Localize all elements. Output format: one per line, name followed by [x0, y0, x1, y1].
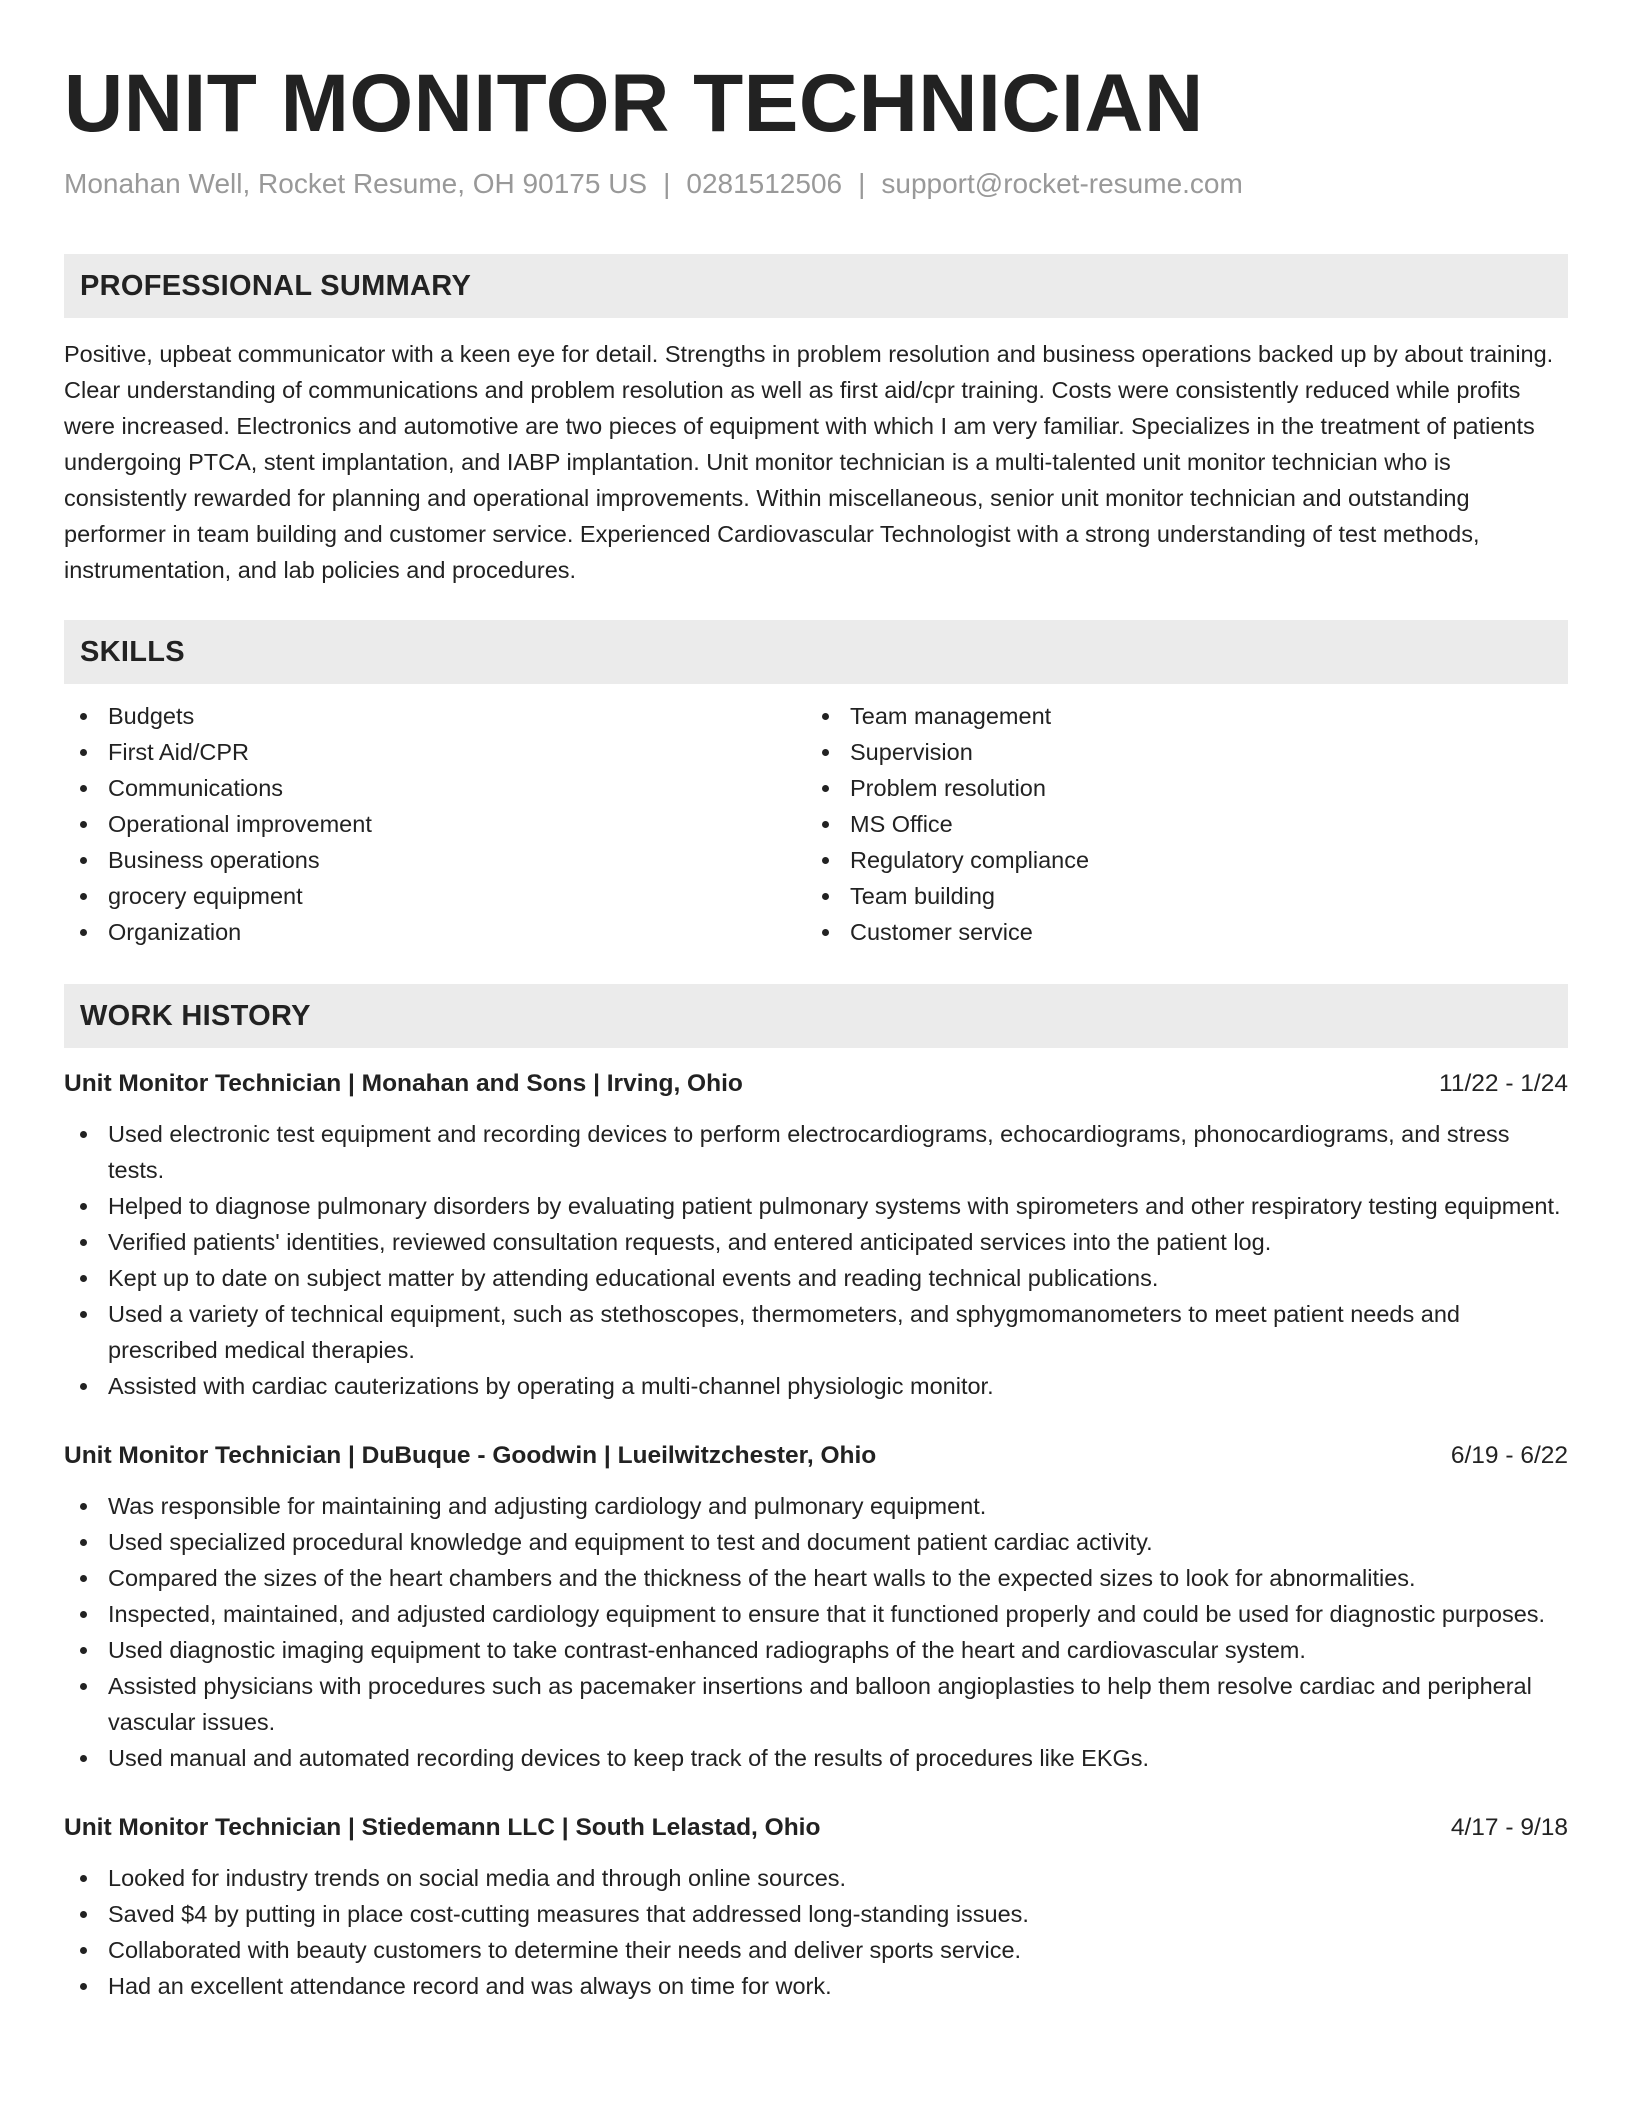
- job-bullet: Used manual and automated recording devices to keep track of the results of procedures like EKGs.: [64, 1740, 1568, 1776]
- candidate-name: UNIT MONITOR TECHNICIAN: [64, 58, 1204, 149]
- skill-item: Regulatory compliance: [806, 842, 1548, 878]
- skills-column-right: [806, 698, 1548, 950]
- skill-item: MS Office: [806, 806, 1548, 842]
- job-bullet: Inspected, maintained, and adjusted cardiology equipment to ensure that it functioned properly and could be used for diagnostic purposes.: [64, 1596, 1568, 1632]
- job-title: Unit Monitor Technician | Monahan and Sons | Irving, Ohio: [64, 1070, 743, 1097]
- job-header: [64, 1438, 1568, 1474]
- skill-item: Business operations: [64, 842, 806, 878]
- skill-item: Team building: [806, 878, 1548, 914]
- job-bullet: Used diagnostic imaging equipment to take contrast-enhanced radiographs of the heart and cardiovascular system.: [64, 1632, 1568, 1668]
- contact-phone: 0281512506: [686, 168, 843, 199]
- job-bullet: Collaborated with beauty customers to determine their needs and deliver sports service.: [64, 1932, 1568, 1968]
- job-bullet: Compared the sizes of the heart chambers and the thickness of the heart walls to the expected sizes to look for abnormalities.: [64, 1560, 1568, 1596]
- contact-separator: |: [858, 168, 866, 199]
- skills-list: [64, 698, 1568, 950]
- job-dates: 11/22 - 1/24: [1439, 1070, 1568, 1097]
- skill-item: Communications: [64, 770, 806, 806]
- contact-email: support@rocket-resume.com: [881, 168, 1243, 199]
- job-bullet: Saved $4 by putting in place cost-cutting measures that addressed long-standing issues.: [64, 1896, 1568, 1932]
- contact-address: Monahan Well, Rocket Resume, OH 90175 US: [64, 168, 648, 199]
- job-bullet: Assisted physicians with procedures such as pacemaker insertions and balloon angioplasties to help them resolve cardiac and peripheral vascular issues.: [64, 1668, 1568, 1740]
- job-bullet: Looked for industry trends on social media and through online sources.: [64, 1860, 1568, 1896]
- job-header: [64, 1810, 1568, 1846]
- job-bullet: Verified patients' identities, reviewed consultation requests, and entered anticipated services into the patient log.: [64, 1224, 1568, 1260]
- summary-text: Positive, upbeat communicator with a keen eye for detail. Strengths in problem resolution and business operations backed up by about training. Clear understanding of communications and problem resolution as well as first aid/cpr training. Costs were consistently reduced while profits were increased. Electronics and automotive are two pieces of equipment with which I am very familiar. Specializes in the treatment of patients undergoing PTCA, stent implantation, and IABP implantation. Unit monitor technician is a multi-talented unit monitor technician who is consistently rewarded for planning and operational improvements. Within miscellaneous, senior unit monitor technician and outstanding performer in team building and customer service. Experienced Cardiovascular Technologist with a strong understanding of test methods, instrumentation, and lab policies and procedures.: [64, 341, 1554, 583]
- job-dates: 6/19 - 6/22: [1450, 1442, 1568, 1469]
- skill-item: Operational improvement: [64, 806, 806, 842]
- job-bullet: Helped to diagnose pulmonary disorders by evaluating patient pulmonary systems with spirometers and other respiratory testing equipment.: [64, 1188, 1568, 1224]
- job-title: Unit Monitor Technician | Stiedemann LLC | South Lelastad, Ohio: [64, 1814, 821, 1841]
- skills-heading: SKILLS: [64, 620, 1568, 684]
- summary-heading: PROFESSIONAL SUMMARY: [64, 254, 1568, 318]
- job-entry: [64, 1810, 1568, 2004]
- skill-item: First Aid/CPR: [64, 734, 806, 770]
- job-entry: [64, 1438, 1568, 1776]
- job-title: Unit Monitor Technician | DuBuque - Goodwin | Lueilwitzchester, Ohio: [64, 1442, 877, 1469]
- job-bullet: Kept up to date on subject matter by attending educational events and reading technical publications.: [64, 1260, 1568, 1296]
- skill-item: Organization: [64, 914, 806, 950]
- skill-item: Problem resolution: [806, 770, 1548, 806]
- job-bullets: [64, 1860, 1568, 2004]
- job-bullets: [64, 1116, 1568, 1404]
- skill-item: grocery equipment: [64, 878, 806, 914]
- job-bullet: Had an excellent attendance record and was always on time for work.: [64, 1968, 1568, 2004]
- job-entry: [64, 1066, 1568, 1404]
- job-header: [64, 1066, 1568, 1102]
- skill-item: Team management: [806, 698, 1548, 734]
- work-history-heading: WORK HISTORY: [64, 984, 1568, 1048]
- job-bullet: Assisted with cardiac cauterizations by operating a multi-channel physiologic monitor.: [64, 1368, 1568, 1404]
- job-bullet: Used a variety of technical equipment, such as stethoscopes, thermometers, and sphygmomanometers to meet patient needs and prescribed medical therapies.: [64, 1296, 1568, 1368]
- job-bullet: Used specialized procedural knowledge and equipment to test and document patient cardiac activity.: [64, 1524, 1568, 1560]
- contact-separator: |: [663, 168, 671, 199]
- skill-item: Budgets: [64, 698, 806, 734]
- contact-line: [64, 166, 1568, 202]
- job-bullets: [64, 1488, 1568, 1776]
- skill-item: Customer service: [806, 914, 1548, 950]
- skill-item: Supervision: [806, 734, 1548, 770]
- skills-column-left: [64, 698, 806, 950]
- job-bullet: Used electronic test equipment and recording devices to perform electrocardiograms, echocardiograms, phonocardiograms, and stress tests.: [64, 1116, 1568, 1188]
- job-dates: 4/17 - 9/18: [1450, 1814, 1568, 1841]
- job-bullet: Was responsible for maintaining and adjusting cardiology and pulmonary equipment.: [64, 1488, 1568, 1524]
